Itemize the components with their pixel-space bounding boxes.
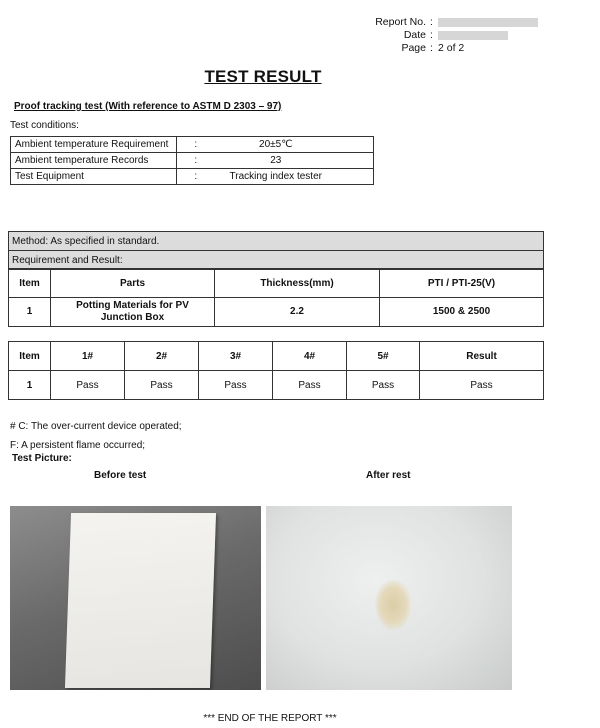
column-header: PTI / PTI-25(V) (380, 269, 544, 298)
table-cell: Pass (420, 371, 544, 400)
column-header: 4# (273, 342, 347, 371)
column-header: 3# (199, 342, 273, 371)
page-title: TEST RESULT (204, 67, 322, 86)
condition-label: Test Equipment (11, 169, 177, 185)
table-cell: Pass (199, 371, 273, 400)
redacted-block (438, 18, 538, 27)
condition-value: 23 (215, 153, 374, 169)
table-cell: Pass (125, 371, 199, 400)
result-table (8, 341, 544, 400)
column-header: 2# (125, 342, 199, 371)
column-header: 5# (347, 342, 420, 371)
table-row (9, 371, 544, 400)
method-box (8, 231, 544, 270)
requirement-result-text: Requirement and Result: (9, 251, 544, 270)
table-cell: 2.2 (215, 298, 380, 327)
table-row (9, 298, 544, 327)
test-name: Proof tracking test (With reference to ASTM D 2303 – 97) (14, 101, 282, 112)
page-row (372, 42, 562, 55)
date-row (372, 29, 562, 42)
table-row (9, 251, 544, 270)
page-colon: : (430, 42, 433, 54)
report-meta (372, 16, 562, 55)
table-cell: Pass (273, 371, 347, 400)
condition-label: Ambient temperature Requirement (11, 137, 177, 153)
date-colon: : (430, 29, 433, 41)
test-picture-label: Test Picture: (12, 453, 72, 464)
sample-sheet (65, 513, 216, 688)
column-header: Parts (51, 269, 215, 298)
table-row (11, 137, 374, 153)
after-test-photo (266, 506, 512, 690)
before-test-photo (10, 506, 261, 690)
note-f: F: A persistent flame occurred; (10, 440, 146, 451)
table-cell: Potting Materials for PV Junction Box (51, 298, 215, 327)
note-c: # C: The over-current device operated; (10, 421, 182, 432)
date-label: Date (403, 29, 426, 41)
condition-colon: : (177, 169, 215, 185)
table-header-row (9, 269, 544, 298)
column-header: Result (420, 342, 544, 371)
page-value: 2 of 2 (438, 42, 465, 54)
report-no-value (438, 16, 562, 29)
table-cell: 1500 & 2500 (380, 298, 544, 327)
after-caption: After rest (366, 470, 411, 481)
test-conditions-label: Test conditions: (10, 120, 79, 131)
table-row (9, 232, 544, 251)
redacted-block (438, 31, 508, 40)
table-header-row (9, 342, 544, 371)
report-no-row (372, 16, 562, 29)
report-no-colon: : (430, 16, 433, 28)
report-no-label: Report No. (375, 16, 426, 28)
condition-colon: : (177, 153, 215, 169)
table-row (11, 153, 374, 169)
table-cell: 1 (9, 298, 51, 327)
date-value (438, 29, 562, 42)
column-header: Thickness(mm) (215, 269, 380, 298)
condition-label: Ambient temperature Records (11, 153, 177, 169)
column-header: 1# (51, 342, 125, 371)
table-cell: Pass (347, 371, 420, 400)
condition-colon: : (177, 137, 215, 153)
condition-value: Tracking index tester (215, 169, 374, 185)
table-cell: 1 (9, 371, 51, 400)
table-cell: Pass (51, 371, 125, 400)
page-label: Page (401, 42, 426, 54)
method-text: Method: As specified in standard. (9, 232, 544, 251)
conditions-table (10, 136, 374, 185)
before-caption: Before test (94, 470, 147, 481)
condition-value: 20±5℃ (215, 137, 374, 153)
end-of-report: *** END OF THE REPORT *** (203, 713, 337, 724)
column-header: Item (9, 269, 51, 298)
requirement-table (8, 268, 544, 327)
tracking-mark (375, 580, 411, 630)
table-row (11, 169, 374, 185)
column-header: Item (9, 342, 51, 371)
